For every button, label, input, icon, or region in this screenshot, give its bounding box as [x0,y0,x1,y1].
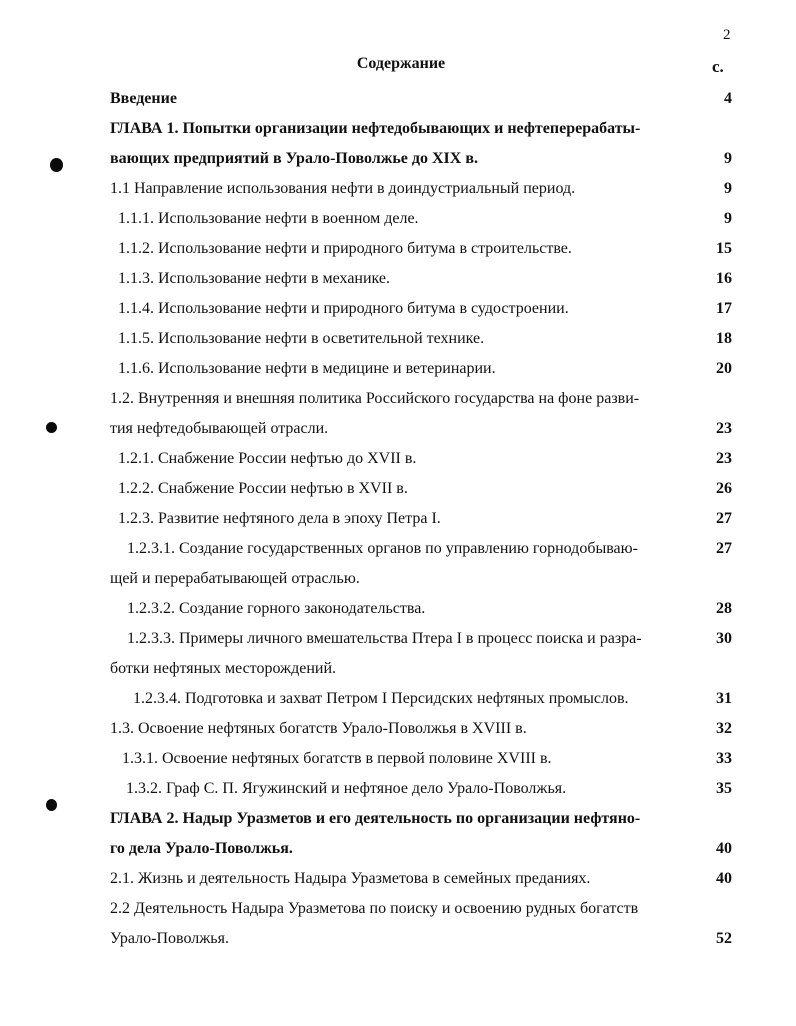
toc-page-number: 31 [716,690,732,707]
toc-page-number: 23 [716,450,732,467]
toc-entry-text: 1.2. Внутренняя и внешняя политика Российского государства на фоне разви- [110,390,640,407]
toc-entry-text: 2.2 Деятельность Надыра Уразметова по поиску и освоению рудных богатств [110,900,639,917]
toc-page-number: 32 [716,720,732,737]
toc-entry[interactable] [0,594,796,624]
toc-page-number: 40 [716,840,732,857]
toc-entry-text: тия нефтедобывающей отрасли. [110,420,329,437]
toc-entry-text: 1.2.1. Снабжение России нефтью до XVII в. [118,450,417,467]
toc-entry[interactable] [0,444,796,474]
toc-entry[interactable] [0,174,796,204]
toc-entry[interactable] [0,354,796,384]
toc-page-number: 17 [716,300,732,317]
toc-entry[interactable] [0,264,796,294]
toc-entry-text: го дела Урало-Поволжья. [110,840,293,857]
toc-entry[interactable] [0,774,796,804]
toc-page-number: 27 [716,540,732,557]
toc-entry-text: щей и перерабатывающей отраслью. [110,570,360,587]
page-number: 2 [723,27,731,43]
page-column-header: с. [712,57,724,76]
toc-entry-text: ботки нефтяных месторождений. [110,660,337,677]
toc-page-number: 26 [716,480,732,497]
toc-entry-text: 1.1.5. Использование нефти в осветительной технике. [118,330,485,347]
toc-entry[interactable] [0,474,796,504]
toc-entry[interactable] [0,744,796,774]
binder-hole-mark [50,158,63,172]
toc-entry-text: 1.2.3.1. Создание государственных органов по управлению горнодобываю- [127,540,638,557]
toc-entry-text: 1.2.3.3. Примеры личного вмешательства Птера I в процесс поиска и разра- [127,630,642,647]
toc-entry-text: Введение [110,90,177,107]
toc-entry[interactable] [0,534,796,594]
toc-page-number: 27 [716,510,732,527]
toc-entry-text: Урало-Поволжья. [110,930,229,947]
toc-entry-text: 2.1. Жизнь и деятельность Надыра Уразметова в семейных преданиях. [110,870,591,887]
toc-entry-text: 1.2.3. Развитие нефтяного дела в эпоху Петра I. [118,510,441,527]
binder-hole-mark [46,799,57,811]
toc-page-number: 23 [716,420,732,437]
toc-entry[interactable] [0,204,796,234]
toc-entry-text: 1.2.2. Снабжение России нефтью в XVII в. [118,480,408,497]
toc-entry[interactable] [0,864,796,894]
toc-page-number: 15 [716,240,732,257]
toc-entry-text: 1.1.6. Использование нефти в медицине и ветеринарии. [118,360,496,377]
toc-page-number: 9 [724,210,732,227]
binder-hole-mark [46,422,57,433]
toc-entry-text: ГЛАВА 1. Попытки организации нефтедобывающих и нефтеперерабаты- [110,120,641,137]
toc-page-number: 16 [716,270,732,287]
toc-entry[interactable] [0,84,796,114]
toc-entry-text: 1.3.1. Освоение нефтяных богатств в первой половине XVIII в. [122,750,552,767]
toc-entry[interactable] [0,234,796,264]
toc-page-number: 30 [716,630,732,647]
toc-entry[interactable] [0,804,796,864]
toc-entry[interactable] [0,684,796,714]
toc-page-number: 18 [716,330,732,347]
toc-entry-text: 1.1 Направление использования нефти в доиндустриальный период. [110,180,576,197]
table-of-contents [0,84,796,954]
toc-page-number: 33 [716,750,732,767]
toc-page-number: 28 [716,600,732,617]
toc-entry-text: 1.1.1. Использование нефти в военном деле. [118,210,419,227]
page-title: Содержание [356,55,446,72]
toc-entry-text: 1.2.3.2. Создание горного законодательства. [127,600,426,617]
toc-entry[interactable] [0,894,796,954]
toc-entry-text: 1.3. Освоение нефтяных богатств Урало-Поволжья в XVIII в. [110,720,527,737]
toc-entry[interactable] [0,714,796,744]
toc-entry-text: вающих предприятий в Урало-Поволжье до XIX в. [110,150,478,167]
toc-page-number: 52 [716,930,732,947]
toc-page-number: 20 [716,360,732,377]
toc-entry[interactable] [0,624,796,684]
toc-page-number: 9 [724,180,732,197]
toc-entry[interactable] [0,384,796,444]
toc-page-number: 35 [716,780,732,797]
toc-page-number: 40 [716,870,732,887]
toc-entry-text: 1.1.3. Использование нефти в механике. [118,270,391,287]
toc-entry[interactable] [0,294,796,324]
toc-entry-text: 1.3.2. Граф С. П. Ягужинский и нефтяное дело Урало-Поволжья. [126,780,567,797]
toc-entry-text: 1.2.3.4. Подготовка и захват Петром I Персидских нефтяных промыслов. [133,690,629,707]
toc-entry-text: 1.1.2. Использование нефти и природного битума в строительстве. [118,240,572,257]
toc-page-number: 9 [724,150,732,167]
toc-entry[interactable] [0,504,796,534]
toc-entry[interactable] [0,324,796,354]
toc-entry-text: 1.1.4. Использование нефти и природного битума в судостроении. [118,300,569,317]
toc-entry-text: ГЛАВА 2. Надыр Уразметов и его деятельность по организации нефтяно- [110,810,641,827]
toc-entry[interactable] [0,114,796,174]
toc-page-number: 4 [724,90,732,107]
